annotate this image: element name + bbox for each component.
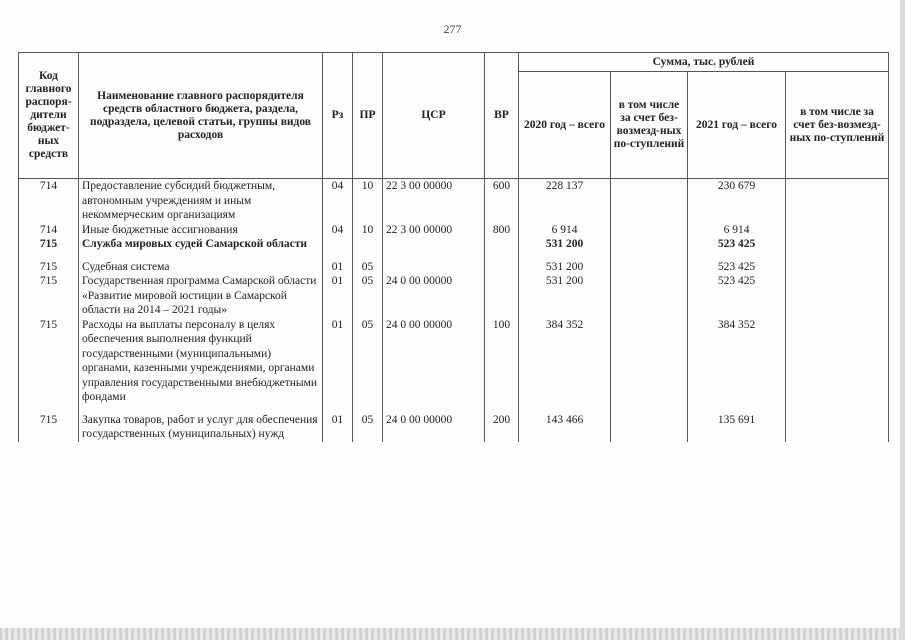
cell-pr: 05 [353,413,383,442]
cell-2021-free [786,223,889,238]
cell-2021-total: 384 352 [688,318,786,405]
table-row [19,179,889,223]
table-row [19,260,889,275]
cell-vr: 100 [485,318,519,405]
cell-2020-total: 531 200 [519,237,611,252]
cell-code: 715 [19,274,79,318]
header-code: Код главного распоря-дители бюджет-ных средств [19,53,79,179]
row-spacer [19,405,889,413]
header-2021-free: в том числе за счет без-возмезд-ных по-ступлений [786,72,889,179]
cell-2020-free [611,179,688,223]
cell-name: Предоставление субсидий бюджетным, автономным учреждениям и иным некоммерческим организациям [79,179,323,223]
cell-2020-total: 228 137 [519,179,611,223]
header-rz: Рз [323,53,353,179]
cell-2021-free [786,260,889,275]
cell-csr: 22 3 00 00000 [383,179,485,223]
cell-2021-free [786,318,889,405]
header-2021-total: 2021 год – всего [688,72,786,179]
cell-csr [383,260,485,275]
cell-2020-total: 143 466 [519,413,611,442]
table-body [19,179,889,442]
table-row [19,223,889,238]
cell-pr: 05 [353,260,383,275]
cell-2020-total: 531 200 [519,260,611,275]
cell-2021-total: 523 425 [688,260,786,275]
cell-csr [383,237,485,252]
cell-name: Расходы на выплаты персоналу в целях обеспечения выполнения функций государственными (муниципальными) органами, казенными учреждениями, органами управления государственными внебюджетными фондами [79,318,323,405]
cell-2021-total: 230 679 [688,179,786,223]
cell-vr: 200 [485,413,519,442]
row-spacer [19,252,889,260]
cell-2020-free [611,318,688,405]
cell-name: Закупка товаров, работ и услуг для обеспечения государственных (муниципальных) нужд [79,413,323,442]
cell-code: 715 [19,413,79,442]
header-vr: ВР [485,53,519,179]
cell-2020-total: 531 200 [519,274,611,318]
cell-csr: 24 0 00 00000 [383,413,485,442]
cell-2021-total: 523 425 [688,274,786,318]
table-row [19,274,889,318]
cell-name: Государственная программа Самарской области «Развитие мировой юстиции в Самарской области на 2014 – 2021 годы» [79,274,323,318]
header-csr: ЦСР [383,53,485,179]
table-row [19,318,889,405]
table-row [19,237,889,252]
cell-rz: 01 [323,318,353,405]
budget-table [18,52,889,442]
header-sum-group: Сумма, тыс. рублей [519,53,889,72]
cell-code: 715 [19,318,79,405]
cell-2021-free [786,274,889,318]
table-row [19,413,889,442]
cell-rz: 01 [323,413,353,442]
cell-code: 714 [19,223,79,238]
cell-pr: 05 [353,274,383,318]
cell-pr: 05 [353,318,383,405]
cell-pr: 10 [353,179,383,223]
cell-2021-free [786,179,889,223]
cell-2020-free [611,274,688,318]
cell-rz: 04 [323,223,353,238]
header-name: Наименование главного распорядителя средств областного бюджета, раздела, подраздела, целевой статьи, группы видов расходов [79,53,323,179]
table-header [19,53,889,179]
cell-vr: 600 [485,179,519,223]
cell-rz: 04 [323,179,353,223]
cell-2021-total: 523 425 [688,237,786,252]
cell-vr [485,237,519,252]
cell-pr [353,237,383,252]
cell-csr: 22 3 00 00000 [383,223,485,238]
cell-rz [323,237,353,252]
cell-name: Служба мировых судей Самарской области [79,237,323,252]
header-2020-total: 2020 год – всего [519,72,611,179]
scan-edge-right [900,0,905,640]
cell-name: Судебная система [79,260,323,275]
cell-rz: 01 [323,274,353,318]
scan-edge-bottom [0,628,905,640]
cell-code: 715 [19,260,79,275]
cell-2021-total: 135 691 [688,413,786,442]
cell-pr: 10 [353,223,383,238]
cell-2021-free [786,413,889,442]
header-pr: ПР [353,53,383,179]
cell-2020-free [611,237,688,252]
cell-vr: 800 [485,223,519,238]
cell-name: Иные бюджетные ассигнования [79,223,323,238]
cell-csr: 24 0 00 00000 [383,318,485,405]
cell-2020-free [611,223,688,238]
cell-2020-free [611,413,688,442]
cell-vr [485,260,519,275]
cell-rz: 01 [323,260,353,275]
cell-csr: 24 0 00 00000 [383,274,485,318]
cell-vr [485,274,519,318]
cell-2021-total: 6 914 [688,223,786,238]
cell-2020-total: 384 352 [519,318,611,405]
cell-code: 715 [19,237,79,252]
header-2020-free: в том числе за счет без-возмезд-ных по-ступлений [611,72,688,179]
cell-2020-total: 6 914 [519,223,611,238]
page-number: 277 [443,22,462,36]
cell-2021-free [786,237,889,252]
cell-2020-free [611,260,688,275]
cell-code: 714 [19,179,79,223]
